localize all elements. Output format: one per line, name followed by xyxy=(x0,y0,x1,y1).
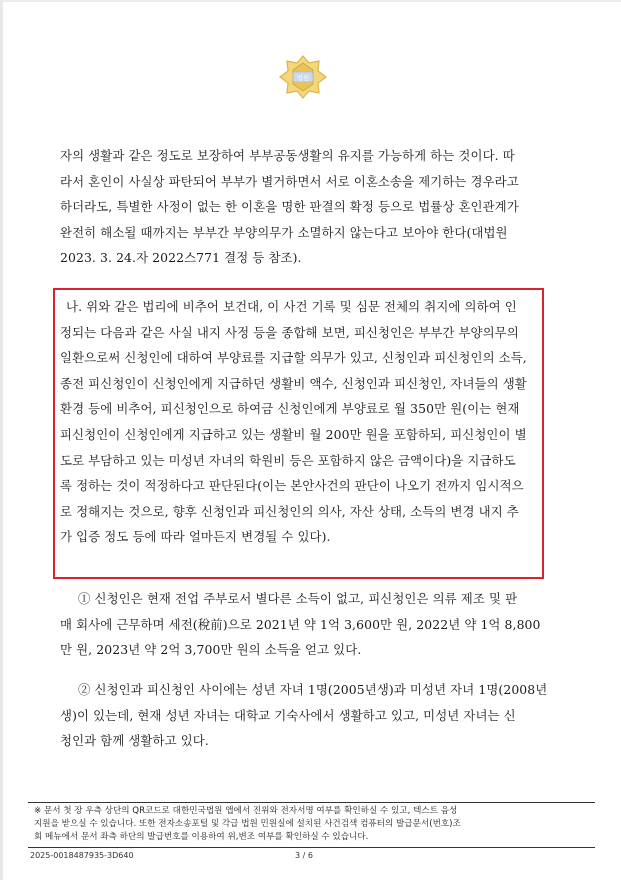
paragraph-line: ① 신청인은 현재 전업 주부로서 별다른 소득이 없고, 피신청인은 의류 제조 및 판 xyxy=(78,591,518,606)
notice-line: 지원을 받으실 수 있습니다. 또한 전자소송포털 및 각급 법원 민원실에 설치된 사건검색 컴퓨터의 발급문서(번호)조 xyxy=(34,819,461,829)
paragraph-line: 가 입증 정도 등에 따라 얼마든지 변경될 수 있다). xyxy=(60,529,331,545)
emblem-label: 법원 xyxy=(296,74,310,82)
paragraph-line: 도로 부담하고 있는 미성년 자녀의 학원비 등은 포함하지 않은 금액이다)을 지급하도 xyxy=(60,452,516,468)
paragraph-line: 나. 위와 같은 법리에 비추어 보건대, 이 사건 기록 및 심문 전체의 취지에 의하여 인 xyxy=(66,299,517,314)
verification-notice xyxy=(28,802,595,848)
page-number: 3 / 6 xyxy=(295,851,313,860)
document-issue-number: 2025-0018487935-3D640 xyxy=(30,851,134,860)
paragraph-line: 매 회사에 근무하며 세전(稅前)으로 2021년 약 1억 3,600만 원, 2022년 약 1억 8,800 xyxy=(60,616,541,632)
paragraph-line: 록 정하는 것이 적정하다고 판단된다(이는 본안사건의 판단이 나오기 전까지 임시적으 xyxy=(60,478,524,494)
paragraph-line: 완전히 해소될 때까지는 부부간 부양의무가 소멸하지 않는다고 보아야 한다(대법원 xyxy=(60,224,508,240)
notice-line: 회 메뉴에서 문서 좌측 하단의 발급번호를 이용하여 위,변조 여부를 확인하실 수 있습니다. xyxy=(34,832,369,842)
paragraph-4 xyxy=(60,677,550,754)
paragraph-line: 정되는 다음과 같은 사실 내지 사정 등을 종합해 보면, 피신청인은 부부간 부양의무의 xyxy=(60,324,519,340)
paragraph-line: 로 정해지는 것으로, 향후 신청인과 피신청인의 의사, 자산 상태, 소득의 변경 내지 추 xyxy=(60,503,519,519)
paragraph-line: 자의 생활과 같은 정도로 보장하여 부부공동생활의 유지를 가능하게 하는 것이다. 따 xyxy=(60,148,515,163)
paragraph-line: 만 원, 2023년 약 2억 3,700만 원의 소득을 얻고 있다. xyxy=(60,642,362,658)
page-top-edge xyxy=(0,0,621,2)
paragraph-line: 2023. 3. 24.자 2022스771 결정 등 참조). xyxy=(60,250,302,266)
paragraph-line: 라서 혼인이 사실상 파탄되어 부부가 별거하면서 서로 이혼소송을 제기하는 경우라고 xyxy=(60,173,519,189)
paragraph-line: 종전 피신청인이 신청인에게 지급하던 생활비 액수, 신청인과 피신청인, 자녀들의 생활 xyxy=(60,375,527,391)
paragraph-line: 생)이 있는데, 현재 성년 자녀는 대학교 기숙사에서 생활하고 있고, 미성년 자녀는 신 xyxy=(60,707,516,723)
paragraph-line: ② 신청인과 피신청인 사이에는 성년 자녀 1명(2005년생)과 미성년 자녀 1명(2008년 xyxy=(78,682,548,697)
paragraph-1 xyxy=(60,143,550,271)
paragraph-line: 피신청인이 신청인에게 지급하고 있는 생활비 월 200만 원을 포함하되, 피신청인이 별 xyxy=(60,426,527,442)
paragraph-line: 일환으로써 신청인에 대하여 부양료를 지급할 의무가 있고, 신청인과 피신청인의 소득, xyxy=(60,350,527,366)
notice-line: ※ 문서 첫 장 우측 상단의 QR코드로 대한민국법원 앱에서 진위와 전자서명 여부를 확인하실 수 있고, 텍스트 음성 xyxy=(34,806,458,816)
paragraph-3 xyxy=(60,586,550,663)
paragraph-line: 청인과 함께 생활하고 있다. xyxy=(60,733,209,749)
paragraph-line: 환경 등에 비추어, 피신청인으로 하여금 신청인에게 부양료로 월 350만 원(이는 현재 xyxy=(60,401,520,417)
paragraph-line: 하더라도, 특별한 사정이 없는 한 이혼을 명한 판결의 확정 등으로 법률상 혼인관계가 xyxy=(60,199,519,215)
paragraph-2-highlighted xyxy=(60,294,550,550)
page-left-edge xyxy=(0,0,3,880)
court-emblem-icon xyxy=(278,55,328,99)
